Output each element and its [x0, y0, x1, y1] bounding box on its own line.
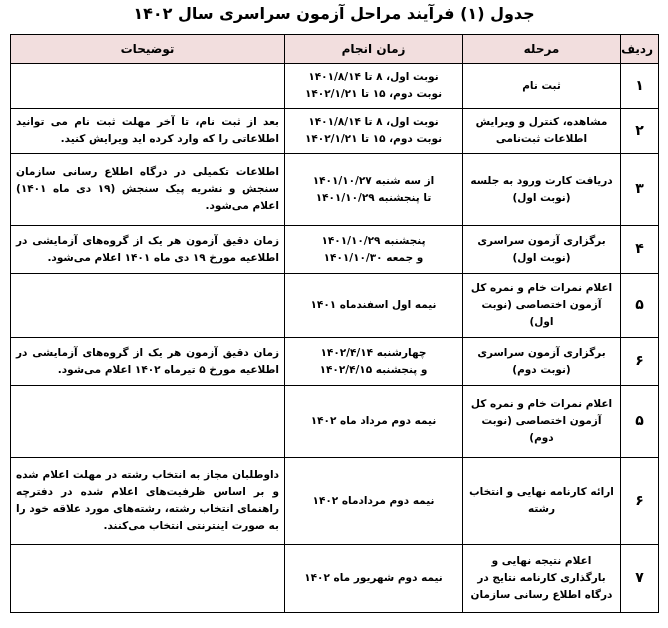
description-cell	[11, 386, 285, 458]
table-row	[11, 109, 659, 154]
description-cell: زمان دقیق آزمون هر یک از گروه‌های آزمایشی در اطلاعیه مورخ ۱۹ دی ماه ۱۴۰۱ اعلام می‌شود.	[11, 226, 285, 274]
header-row-number: ردیف	[621, 35, 659, 64]
table-row	[11, 226, 659, 274]
row-number-cell: ۷	[621, 545, 659, 613]
description-cell: بعد از ثبت نام، تا آخر مهلت ثبت نام می توانید اطلاعاتی را که وارد کرده اید ویرایش کنید.	[11, 109, 285, 154]
header-description: توضیحات	[11, 35, 285, 64]
header-row	[11, 35, 659, 64]
description-cell: اطلاعات تکمیلی در درگاه اطلاع رسانی سازمان سنجش و نشریه پیک سنجش (۱۹ دی ماه ۱۴۰۱) اعلام می‌شود.	[11, 154, 285, 226]
row-number-cell: ۶	[621, 458, 659, 545]
exam-schedule-table	[10, 34, 659, 613]
header-time: زمان انجام	[285, 35, 463, 64]
description-cell	[11, 545, 285, 613]
table-row	[11, 386, 659, 458]
description-cell	[11, 64, 285, 109]
time-cell: نوبت اول، ۸ تا ۱۴۰۱/۸/۱۴ نوبت دوم، ۱۵ تا ۱۴۰۲/۱/۲۱	[285, 64, 463, 109]
row-number-cell: ۳	[621, 154, 659, 226]
row-number-cell: ۲	[621, 109, 659, 154]
stage-cell: اعلام نمرات خام و نمره کل آزمون اختصاصی (نوبت اول)	[463, 274, 621, 338]
stage-cell: برگزاری آزمون سراسری (نوبت اول)	[463, 226, 621, 274]
time-cell: پنجشنبه ۱۴۰۱/۱۰/۲۹ و جمعه ۱۴۰۱/۱۰/۳۰	[285, 226, 463, 274]
table-row	[11, 338, 659, 386]
stage-cell: ثبت نام	[463, 64, 621, 109]
header-stage: مرحله	[463, 35, 621, 64]
time-cell: نیمه دوم شهریور ماه ۱۴۰۲	[285, 545, 463, 613]
row-number-cell: ۵	[621, 274, 659, 338]
stage-cell: اعلام نتیجه نهایی و بارگذاری کارنامه نتایج در درگاه اطلاع رسانی سازمان	[463, 545, 621, 613]
time-cell: نیمه دوم مردادماه ۱۴۰۲	[285, 458, 463, 545]
stage-cell: اعلام نمرات خام و نمره کل آزمون اختصاصی (نوبت دوم)	[463, 386, 621, 458]
time-cell: نیمه دوم مرداد ماه ۱۴۰۲	[285, 386, 463, 458]
table-row	[11, 154, 659, 226]
stage-cell: دریافت کارت ورود به جلسه (نوبت اول)	[463, 154, 621, 226]
table-row	[11, 545, 659, 613]
time-cell: چهارشنبه ۱۴۰۲/۴/۱۴ و پنجشنبه ۱۴۰۲/۴/۱۵	[285, 338, 463, 386]
time-cell: نیمه اول اسفندماه ۱۴۰۱	[285, 274, 463, 338]
table-title: جدول (۱) فرآیند مراحل آزمون سراسری سال ۱۴۰۲	[133, 4, 535, 23]
stage-cell: ارائه کارنامه نهایی و انتخاب رشته	[463, 458, 621, 545]
row-number-cell: ۴	[621, 226, 659, 274]
description-cell: زمان دقیق آزمون هر یک از گروه‌های آزمایشی در اطلاعیه مورخ ۵ تیرماه ۱۴۰۲ اعلام می‌شود.	[11, 338, 285, 386]
stage-cell: برگزاری آزمون سراسری (نوبت دوم)	[463, 338, 621, 386]
table-row	[11, 458, 659, 545]
row-number-cell: ۶	[621, 338, 659, 386]
row-number-cell: ۵	[621, 386, 659, 458]
stage-cell: مشاهده، کنترل و ویرایش اطلاعات ثبت‌نامی	[463, 109, 621, 154]
row-number-cell: ۱	[621, 64, 659, 109]
table-row	[11, 64, 659, 109]
description-cell: داوطلبان مجاز به انتخاب رشته در مهلت اعلام شده و بر اساس ظرفیت‌های اعلام شده در دفترچه راهنمای انتخاب رشته، رشته‌های مورد علاقه خود را به صورت اینترنتی انتخاب می‌کنند.	[11, 458, 285, 545]
time-cell: از سه شنبه ۱۴۰۱/۱۰/۲۷ تا پنجشنبه ۱۴۰۱/۱۰/۲۹	[285, 154, 463, 226]
time-cell: نوبت اول، ۸ تا ۱۴۰۱/۸/۱۴ نوبت دوم، ۱۵ تا ۱۴۰۲/۱/۲۱	[285, 109, 463, 154]
table-row	[11, 274, 659, 338]
description-cell	[11, 274, 285, 338]
